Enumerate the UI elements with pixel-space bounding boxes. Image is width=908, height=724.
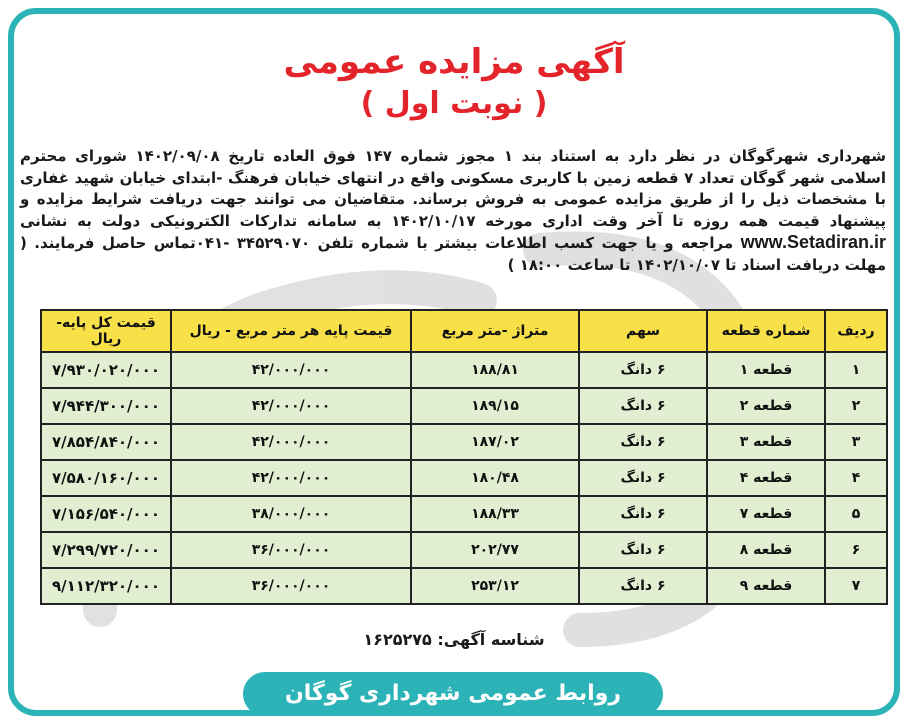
cell-plot-number: قطعه ۴ bbox=[707, 460, 825, 496]
cell-area: ۱۸۸/۳۳ bbox=[411, 496, 579, 532]
cell-total-price: ۷/۹۳۰/۰۲۰/۰۰۰ bbox=[41, 352, 171, 388]
cell-row-number: ۷ bbox=[825, 568, 887, 604]
cell-row-number: ۵ bbox=[825, 496, 887, 532]
notice-subtitle: ( نوبت اول ) bbox=[360, 86, 548, 121]
cell-plot-number: قطعه ۲ bbox=[707, 388, 825, 424]
table-row bbox=[41, 496, 887, 532]
cell-total-price: ۷/۱۵۶/۵۴۰/۰۰۰ bbox=[41, 496, 171, 532]
notice-paragraph-2: مراجعه و یا جهت کسب اطلاعات بیشتر با شماره تلفن ۳۴۵۲۹۰۷۰ -۰۴۱تماس حاصل فرمایند. ( مهلت دریافت اسناد تا ۱۴۰۲/۱۰/۰۷ تا ساعت ۱۸:۰۰ ) bbox=[20, 234, 886, 274]
cell-share: ۶ دانگ bbox=[579, 460, 707, 496]
table-row bbox=[41, 460, 887, 496]
cell-plot-number: قطعه ۱ bbox=[707, 352, 825, 388]
table-header-row bbox=[41, 310, 887, 352]
cell-area: ۱۸۰/۴۸ bbox=[411, 460, 579, 496]
cell-unit-price: ۴۲/۰۰۰/۰۰۰ bbox=[171, 424, 411, 460]
header-area: متراژ -متر مربع bbox=[411, 310, 579, 352]
plots-table bbox=[40, 309, 888, 605]
cell-share: ۶ دانگ bbox=[579, 496, 707, 532]
header-row-number: ردیف bbox=[825, 310, 887, 352]
table-row bbox=[41, 568, 887, 604]
cell-area: ۲۰۲/۷۷ bbox=[411, 532, 579, 568]
header-unit-price: قیمت پایه هر متر مربع - ریال bbox=[171, 310, 411, 352]
cell-area: ۱۸۷/۰۲ bbox=[411, 424, 579, 460]
table-row bbox=[41, 352, 887, 388]
cell-row-number: ۱ bbox=[825, 352, 887, 388]
cell-share: ۶ دانگ bbox=[579, 532, 707, 568]
notice-body bbox=[20, 146, 886, 276]
cell-plot-number: قطعه ۸ bbox=[707, 532, 825, 568]
cell-row-number: ۴ bbox=[825, 460, 887, 496]
cell-unit-price: ۳۶/۰۰۰/۰۰۰ bbox=[171, 568, 411, 604]
table-row bbox=[41, 388, 887, 424]
cell-unit-price: ۳۶/۰۰۰/۰۰۰ bbox=[171, 532, 411, 568]
website-link[interactable]: www.Setadiran.ir bbox=[740, 232, 886, 252]
cell-share: ۶ دانگ bbox=[579, 388, 707, 424]
header-share: سهم bbox=[579, 310, 707, 352]
table-row bbox=[41, 532, 887, 568]
cell-total-price: ۷/۵۸۰/۱۶۰/۰۰۰ bbox=[41, 460, 171, 496]
cell-share: ۶ دانگ bbox=[579, 568, 707, 604]
cell-area: ۱۸۸/۸۱ bbox=[411, 352, 579, 388]
notice-title: آگهی مزایده عمومی bbox=[283, 42, 625, 82]
cell-share: ۶ دانگ bbox=[579, 352, 707, 388]
header-total-price: قیمت کل پایه- ریال bbox=[41, 310, 171, 352]
cell-total-price: ۷/۸۵۴/۸۴۰/۰۰۰ bbox=[41, 424, 171, 460]
notice-paragraph-1: شهرداری شهرگوگان در نظر دارد به استناد بند ۱ مجوز شماره ۱۴۷ فوق العاده تاریخ ۱۴۰۲/۰۹/۰۸ شورای محترم اسلامی شهر گوگان تعداد ۷ قطعه زمین با کاربری مسکونی واقع در انتهای خیابان فرهنگ -ابتدای خیابان شهید غفاری با مشخصات ذیل را از طریق مزایده عمومی به فروش برساند. متقاضیان می توانند جهت دریافت شرایط مزایده و پیشنهاد قیمت همه روزه تا آخر وقت اداری مورخه ۱۴۰۲/۱۰/۱۷ به سامانه تدارکات الکترونیکی دولت به نشانی bbox=[20, 147, 887, 230]
cell-unit-price: ۳۸/۰۰۰/۰۰۰ bbox=[171, 496, 411, 532]
cell-plot-number: قطعه ۳ bbox=[707, 424, 825, 460]
ad-identifier: شناسه آگهی: ۱۶۲۵۲۷۵ bbox=[363, 630, 545, 649]
cell-row-number: ۶ bbox=[825, 532, 887, 568]
cell-total-price: ۷/۲۹۹/۷۲۰/۰۰۰ bbox=[41, 532, 171, 568]
cell-total-price: ۹/۱۱۲/۳۲۰/۰۰۰ bbox=[41, 568, 171, 604]
cell-unit-price: ۴۲/۰۰۰/۰۰۰ bbox=[171, 388, 411, 424]
cell-row-number: ۳ bbox=[825, 424, 887, 460]
cell-area: ۱۸۹/۱۵ bbox=[411, 388, 579, 424]
header-plot-number: شماره قطعه bbox=[707, 310, 825, 352]
cell-plot-number: قطعه ۷ bbox=[707, 496, 825, 532]
table-row bbox=[41, 424, 887, 460]
cell-total-price: ۷/۹۴۴/۳۰۰/۰۰۰ bbox=[41, 388, 171, 424]
cell-unit-price: ۴۲/۰۰۰/۰۰۰ bbox=[171, 460, 411, 496]
cell-area: ۲۵۳/۱۲ bbox=[411, 568, 579, 604]
public-relations-banner: روابط عمومی شهرداری گوگان bbox=[243, 672, 663, 716]
cell-unit-price: ۴۲/۰۰۰/۰۰۰ bbox=[171, 352, 411, 388]
cell-plot-number: قطعه ۹ bbox=[707, 568, 825, 604]
cell-share: ۶ دانگ bbox=[579, 424, 707, 460]
cell-row-number: ۲ bbox=[825, 388, 887, 424]
